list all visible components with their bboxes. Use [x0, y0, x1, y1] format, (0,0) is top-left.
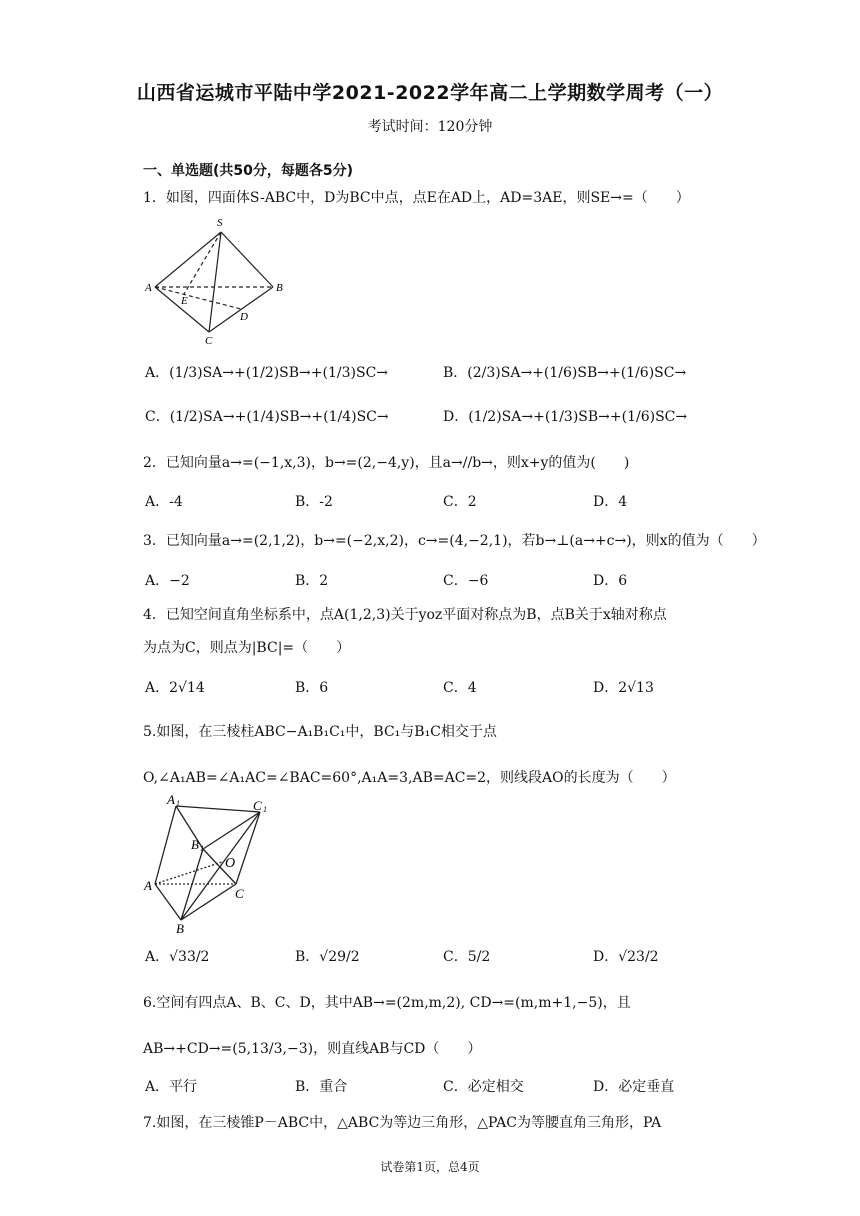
question-4-stem-line1: 4．已知空间直角坐标系中，点A(1,2,3)关于yoz平面对称点为B，点B关于x轴对称点 — [143, 607, 667, 623]
label-b: B — [176, 921, 184, 936]
page-title: 山西省运城市平陆中学2021-2022学年高二上学期数学周考（一） — [136, 82, 724, 104]
question-6-stem-line1: 6.空间有四点A、B、C、D，其中AB→=(2m,m,2), CD→=(m,m+1,−5)，且 — [143, 995, 631, 1011]
question-5-stem-line1: 5.如图，在三棱柱ABC−A₁B₁C₁中，BC₁与B₁C相交于点 — [143, 724, 497, 740]
q4-option-b: B．6 — [295, 680, 329, 696]
label-c1: C — [253, 798, 262, 813]
label-a: A — [145, 282, 152, 294]
label-e: E — [181, 295, 188, 307]
label-a: A — [144, 878, 152, 893]
label-c: C — [205, 335, 213, 347]
q6-option-a: A．平行 — [145, 1079, 198, 1095]
label-a1: A — [167, 792, 175, 807]
q3-option-d: D．6 — [593, 573, 628, 589]
label-s: S — [217, 217, 223, 229]
question-3-stem: 3．已知向量a→=(2,1,2)，b→=(−2,x,2)，c→=(4,−2,1)，若b→⊥(a→+c→)，则x的值为（ ） — [143, 533, 766, 549]
question-5-stem-line2: O,∠A₁AB=∠A₁AC=∠BAC=60°,A₁A=3,AB=AC=2，则线段AO的长度为（ ） — [143, 770, 676, 786]
q2-option-d: D．4 — [593, 494, 628, 510]
exam-time: 考试时间：120分钟 — [367, 119, 493, 135]
label-c1-sub: 1 — [263, 805, 267, 814]
q5-option-a: A．√33/2 — [145, 949, 210, 965]
q3-option-b: B．2 — [295, 573, 329, 589]
q4-option-c: C．4 — [443, 680, 477, 696]
q5-option-c: C．5/2 — [443, 949, 491, 965]
prism-figure — [143, 792, 278, 937]
q1-option-a: A．(1/3)SA→+(1/2)SB→+(1/3)SC→ — [145, 365, 389, 381]
q6-option-b: B．重合 — [295, 1079, 348, 1095]
label-d: D — [240, 311, 248, 323]
question-1-stem: 1．如图，四面体S-ABC中，D为BC中点，点E在AD上，AD=3AE，则SE→=（ ） — [143, 190, 690, 206]
q1-option-c: C．(1/2)SA→+(1/4)SB→+(1/4)SC→ — [145, 409, 389, 425]
label-b1-sub: 1 — [200, 844, 204, 853]
label-c: C — [235, 886, 244, 901]
q5-option-b: B．√29/2 — [295, 949, 360, 965]
section-heading: 一、单选题(共50分，每题各5分) — [143, 163, 354, 179]
q4-option-a: A．2√14 — [145, 680, 205, 696]
q2-option-a: A．-4 — [145, 494, 183, 510]
label-a1-sub: 1 — [176, 799, 180, 808]
q3-option-c: C．−6 — [443, 573, 489, 589]
page-footer: 试卷第1页，总4页 — [380, 1160, 480, 1174]
q2-option-c: C．2 — [443, 494, 477, 510]
q6-option-d: D．必定垂直 — [593, 1079, 675, 1095]
question-4-stem-line2: 为点为C，则点为|BC|=（ ） — [143, 640, 351, 656]
q6-option-c: C．必定相交 — [443, 1079, 524, 1095]
q3-option-a: A．−2 — [145, 573, 190, 589]
label-o: O — [225, 856, 236, 871]
label-b1: B — [191, 837, 199, 852]
question-7-stem: 7.如图，在三棱锥P－ABC中，△ABC为等边三角形，△PAC为等腰直角三角形，PA — [143, 1115, 662, 1131]
q2-option-b: B．-2 — [295, 494, 333, 510]
question-2-stem: 2．已知向量a→=(−1,x,3)，b→=(2,−4,y)，且a→//b→，则x+y的值为( ) — [143, 455, 630, 471]
question-6-stem-line2: AB→+CD→=(5,13/3,−3)，则直线AB与CD（ ） — [143, 1041, 482, 1057]
label-b: B — [276, 282, 283, 294]
q4-option-d: D．2√13 — [593, 680, 654, 696]
q5-option-d: D．√23/2 — [593, 949, 659, 965]
q1-option-b: B．(2/3)SA→+(1/6)SB→+(1/6)SC→ — [443, 365, 687, 381]
tetrahedron-figure — [143, 212, 293, 347]
q1-option-d: D．(1/2)SA→+(1/3)SB→+(1/6)SC→ — [443, 409, 688, 425]
